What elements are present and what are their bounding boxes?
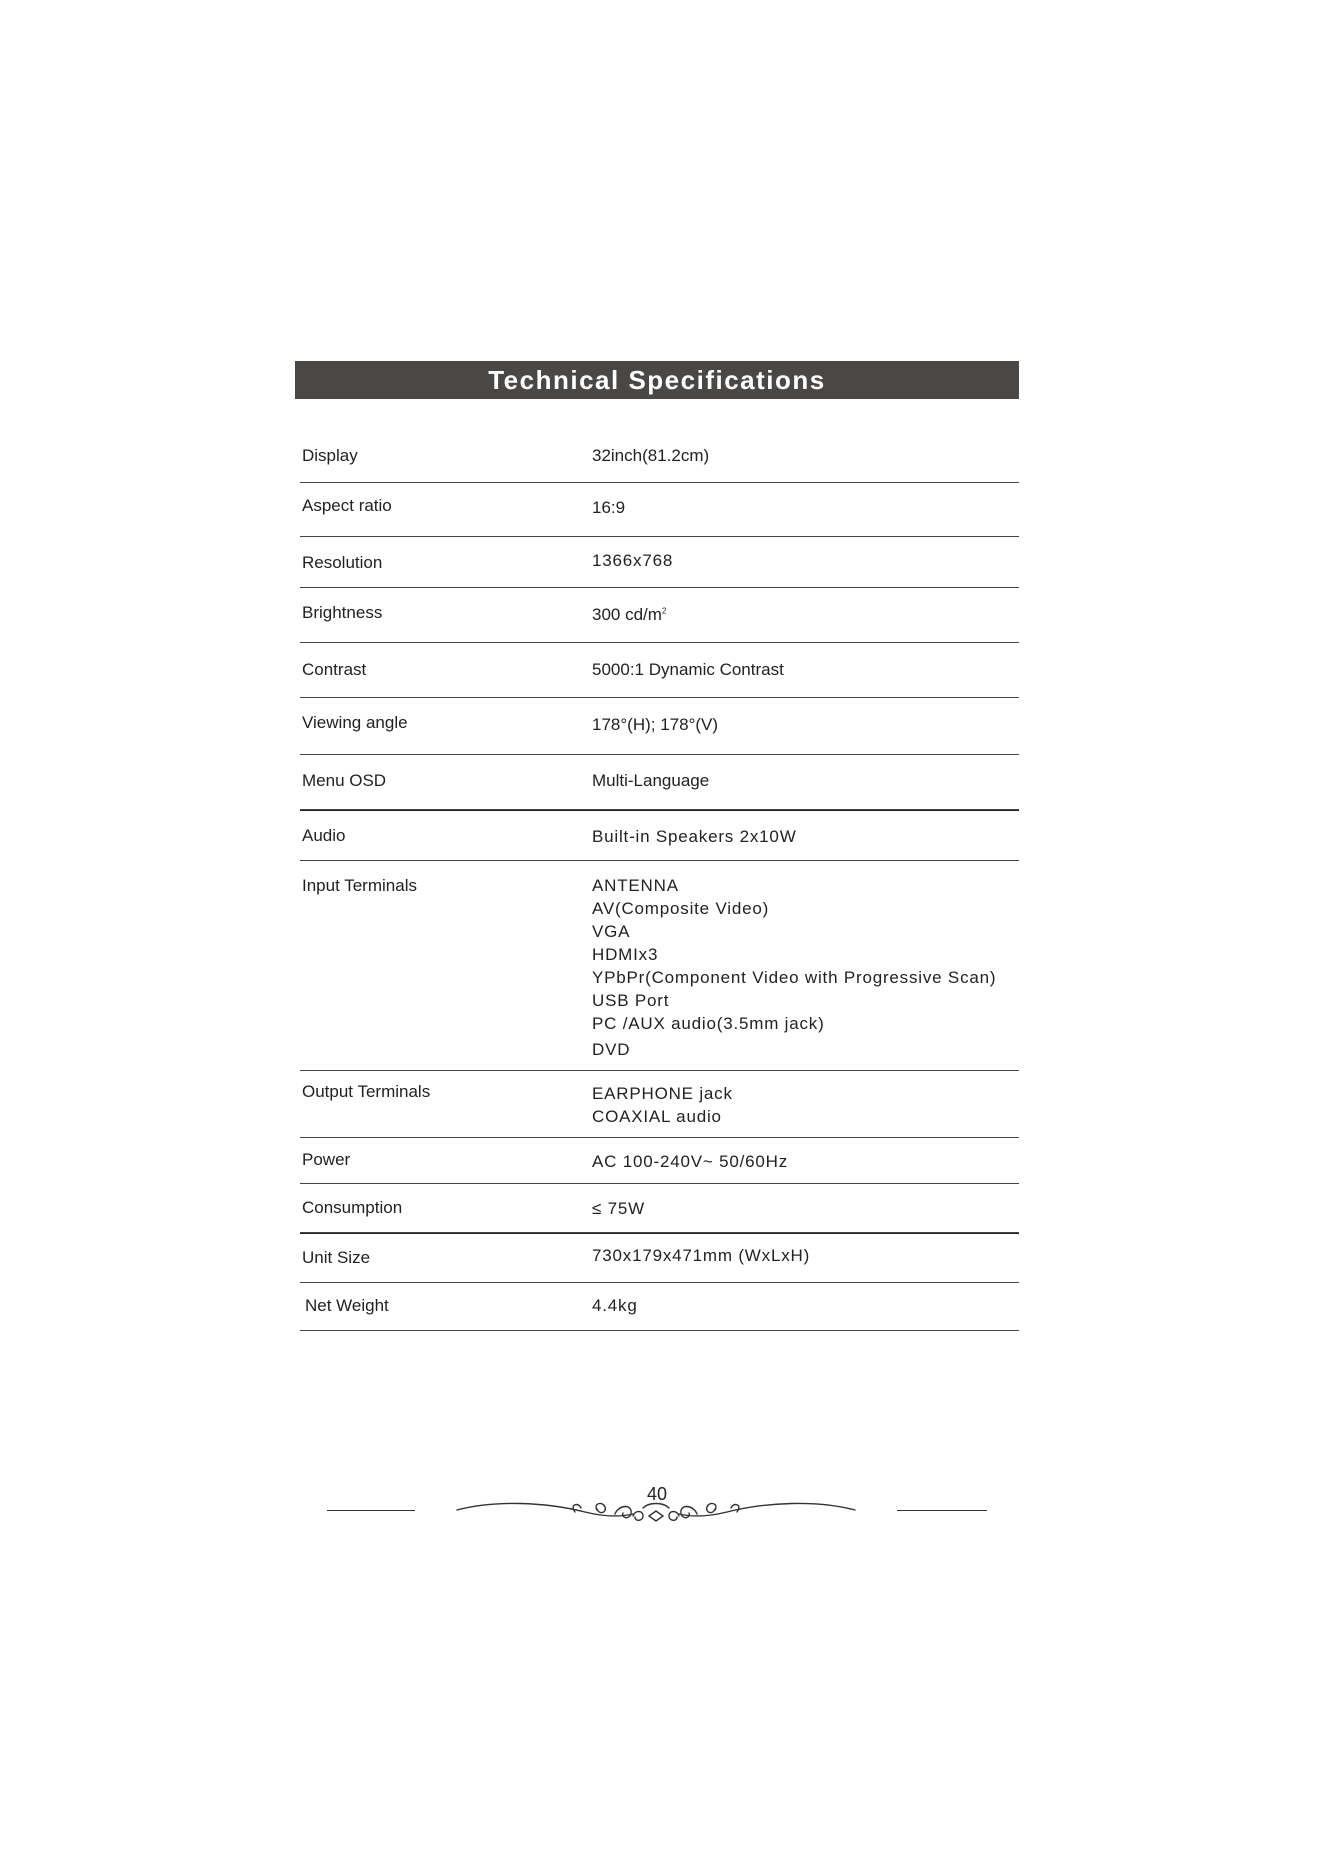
spec-value-item: PC /AUX audio(3.5mm jack) bbox=[592, 1014, 825, 1033]
spec-value-item: HDMIx3 bbox=[592, 945, 659, 964]
spec-row-output-terminals bbox=[300, 1071, 1019, 1138]
spec-value: 1366x768 bbox=[592, 551, 674, 570]
spec-row-resolution bbox=[300, 537, 1019, 588]
spec-row-audio bbox=[300, 810, 1019, 861]
spec-row-unit-size bbox=[300, 1233, 1019, 1283]
spec-row-consumption bbox=[300, 1184, 1019, 1233]
spec-label: Power bbox=[302, 1150, 351, 1169]
spec-label: Output Terminals bbox=[302, 1082, 431, 1101]
spec-value: AC 100-240V~ 50/60Hz bbox=[592, 1152, 789, 1171]
spec-label: Audio bbox=[302, 826, 346, 845]
superscript: 2 bbox=[661, 606, 667, 616]
spec-label: Resolution bbox=[302, 553, 383, 572]
spec-value: 4.4kg bbox=[592, 1296, 638, 1315]
page-title: Technical Specifications bbox=[295, 361, 1019, 399]
spec-value: ≤ 75W bbox=[592, 1199, 646, 1218]
spec-label: Display bbox=[302, 446, 358, 465]
spec-row-input-terminals bbox=[300, 861, 1019, 1071]
spec-value-list bbox=[592, 874, 996, 1061]
spec-label: Aspect ratio bbox=[302, 496, 392, 515]
spec-value: 178°(H); 178°(V) bbox=[592, 715, 719, 734]
spec-value-list bbox=[592, 1082, 733, 1128]
spec-row-display bbox=[300, 440, 1019, 483]
spec-value-item: AV(Composite Video) bbox=[592, 899, 770, 918]
spec-label: Menu OSD bbox=[302, 771, 387, 790]
spec-label: Unit Size bbox=[302, 1248, 371, 1267]
spec-row-menu-osd bbox=[300, 755, 1019, 810]
spec-row-power bbox=[300, 1138, 1019, 1184]
spec-value: Multi-Language bbox=[592, 771, 710, 790]
spec-value-item: DVD bbox=[592, 1040, 631, 1059]
spec-value: 32inch(81.2cm) bbox=[592, 446, 710, 465]
spec-value bbox=[592, 605, 666, 625]
spec-value: Built-in Speakers 2x10W bbox=[592, 827, 797, 846]
spec-label: Contrast bbox=[302, 660, 367, 679]
spec-row-contrast bbox=[300, 643, 1019, 698]
spec-label: Brightness bbox=[302, 603, 383, 622]
spec-label: Consumption bbox=[302, 1198, 403, 1217]
spec-value: 5000:1 Dynamic Contrast bbox=[592, 660, 784, 679]
spec-value: 730x179x471mm (WxLxH) bbox=[592, 1246, 811, 1265]
spec-label: Viewing angle bbox=[302, 713, 408, 732]
spec-row-aspect-ratio bbox=[300, 483, 1019, 537]
page-number: 40 bbox=[646, 1484, 668, 1504]
footer-rule-right bbox=[897, 1510, 987, 1511]
spec-value: 16:9 bbox=[592, 498, 626, 517]
spec-row-brightness bbox=[300, 588, 1019, 643]
spec-row-viewing-angle bbox=[300, 698, 1019, 755]
spec-value-item: VGA bbox=[592, 922, 631, 941]
spec-value-item: YPbPr(Component Video with Progressive Scan) bbox=[592, 968, 997, 987]
spec-value-item: USB Port bbox=[592, 991, 670, 1010]
footer-rule-left bbox=[327, 1510, 415, 1511]
spec-value-item: EARPHONE jack bbox=[592, 1084, 733, 1103]
spec-label: Net Weight bbox=[305, 1296, 389, 1315]
spec-row-net-weight bbox=[300, 1283, 1019, 1331]
spec-label: Input Terminals bbox=[302, 876, 417, 895]
spec-value-item: COAXIAL audio bbox=[592, 1107, 722, 1126]
spec-value-item: ANTENNA bbox=[592, 876, 679, 895]
spec-value-text: 300 cd/m bbox=[592, 605, 662, 624]
